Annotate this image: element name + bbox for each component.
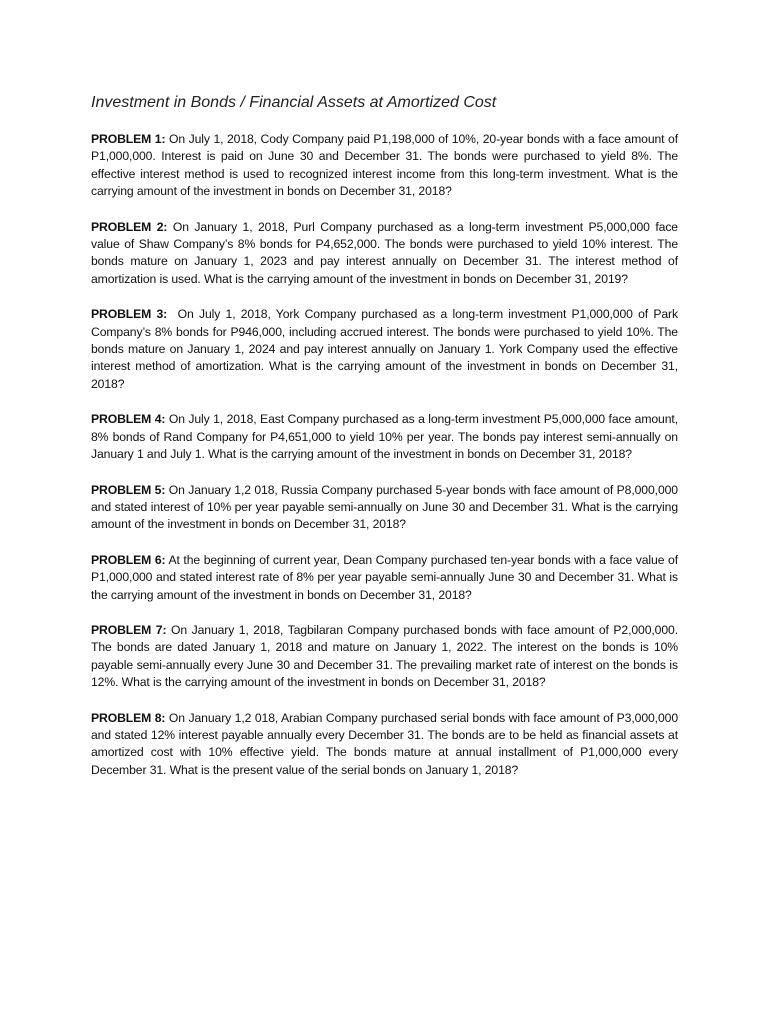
problem-label: PROBLEM 1: <box>91 132 166 146</box>
problem-label: PROBLEM 2: <box>91 219 168 234</box>
problem-3 <box>91 306 682 393</box>
problem-text: On July 1, 2018, Cody Company paid P1,198,000 of 10%, 20-year bonds with a face amount of P1,000,000. Interest is paid on June 30 and December 31. The bonds were purchased to yield 8%. The effective interest method is used to recognized interest income from this long-term investment. What is the carrying amount of the investment in bonds on December 31, 2018? <box>91 132 678 199</box>
problem-label: PROBLEM 5: <box>91 482 166 497</box>
problem-text: At the beginning of current year, Dean Company purchased ten-year bonds with a face value of P1,000,000 and stated interest rate of 8% per year payable semi-annually June 30 and December 31. What is the carrying amount of the investment in bonds on December 31, 2018? <box>91 552 678 602</box>
problem-2 <box>91 219 678 289</box>
problem-1 <box>91 131 678 201</box>
document-page <box>91 92 682 797</box>
problem-label: PROBLEM 7: <box>91 622 167 637</box>
problem-text: On January 1, 2018, Tagbilaran Company purchased bonds with face amount of P2,000,000. The bonds are dated January 1, 2018 and mature on January 1, 2022. The interest on the bonds is 10% payable semi-annually every June 30 and December 31. The prevailing market rate of interest on the bonds is 12%. What is the carrying amount of the investment in bonds on December 31, 2018? <box>91 622 678 690</box>
problem-label: PROBLEM 8: <box>91 710 166 725</box>
document-title: Investment in Bonds / Financial Assets at Amortized Cost <box>91 94 497 111</box>
problem-label: PROBLEM 6: <box>91 552 166 567</box>
problem-text: On July 1, 2018, York Company purchased as a long-term investment P1,000,000 of Park Company’s 8% bonds for P946,000, including accrued interest. The bonds were purchased to yield 10%. The bonds mature on January 1, 2024 and pay interest annually on January 1. York Company used the effective interest method of amortization. What is the carrying amount of the investment in bonds on December 31, 2018? <box>91 307 682 391</box>
problem-6 <box>91 552 678 604</box>
problem-text: On January 1,2 018, Russia Company purchased 5-year bonds with face amount of P8,000,000 and stated interest of 10% per year payable semi-annually on June 30 and December 31. What is the carrying amount of the investment in bonds on December 31, 2018? <box>91 482 678 532</box>
problem-4 <box>91 411 678 463</box>
problem-text: On January 1,2 018, Arabian Company purchased serial bonds with face amount of P3,000,000 and stated 12% interest payable annually every December 31. The bonds are to be held as financial assets at amortized cost with 10% effective yield. The bonds mature at annual installment of P1,000,000 every December 31. What is the present value of the serial bonds on January 1, 2018? <box>91 710 678 777</box>
problem-7 <box>91 622 678 692</box>
problem-text: On January 1, 2018, Purl Company purchased as a long-term investment P5,000,000 face value of Shaw Company’s 8% bonds for P4,652,000. The bonds were purchased to yield 10% interest. The bonds mature on January 1, 2023 and pay interest annually on December 31. The interest method of amortization is used. What is the carrying amount of the investment in bonds on December 31, 2019? <box>91 219 678 286</box>
problem-8 <box>91 710 678 780</box>
problem-label: PROBLEM 4: <box>91 412 166 427</box>
problem-label: PROBLEM 3: <box>91 307 168 322</box>
problem-text: On July 1, 2018, East Company purchased as a long-term investment P5,000,000 face amount, 8% bonds of Rand Company for P4,651,000 to yield 10% per year. The bonds pay interest semi-annually on January 1 and July 1. What is the carrying amount of the investment in bonds on December 31, 2018? <box>91 412 678 462</box>
problem-5 <box>91 482 678 534</box>
